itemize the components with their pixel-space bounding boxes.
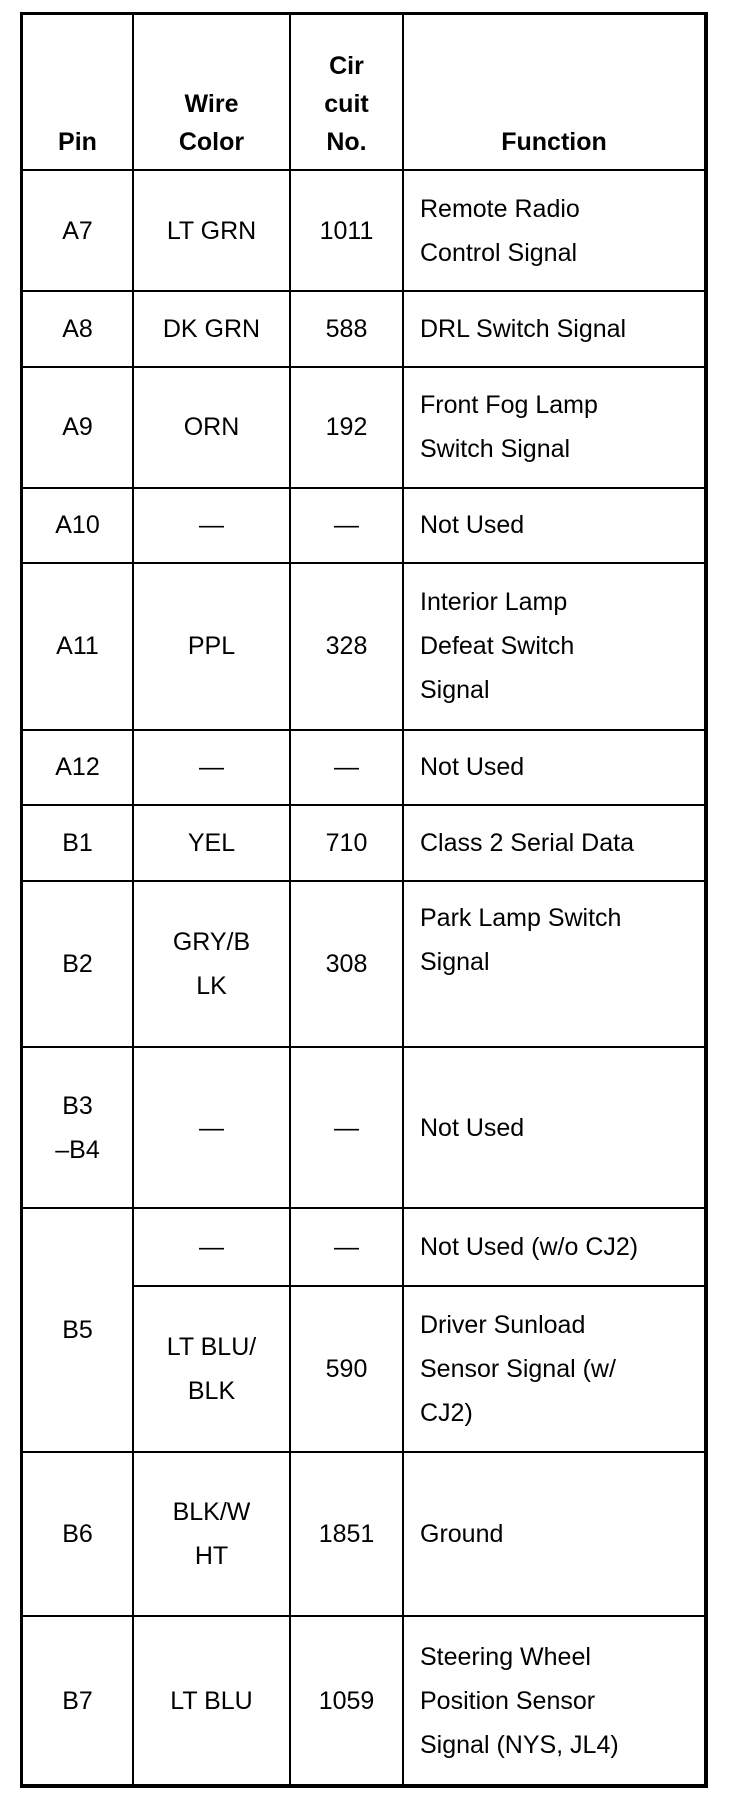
- wire-color-cell: GRY/B LK: [133, 881, 290, 1047]
- connector-table-frame: [20, 12, 708, 1788]
- function-cell: Remote Radio Control Signal: [403, 170, 704, 291]
- wire-color-cell: PPL: [133, 563, 290, 729]
- table-row: [23, 367, 704, 488]
- pin-cell: A12: [23, 730, 133, 806]
- pin-cell: A7: [23, 170, 133, 291]
- header-function: Function: [403, 15, 704, 170]
- circuit-cell: 590: [290, 1286, 403, 1452]
- function-cell: DRL Switch Signal: [403, 291, 704, 367]
- circuit-cell: 1011: [290, 170, 403, 291]
- header-circuit-no: Cir cuit No.: [290, 15, 403, 170]
- table-row: [23, 730, 704, 806]
- pin-cell: B7: [23, 1616, 133, 1784]
- circuit-cell: —: [290, 1208, 403, 1286]
- wire-color-cell: —: [133, 730, 290, 806]
- circuit-cell: 1851: [290, 1452, 403, 1616]
- function-cell: Not Used: [403, 730, 704, 806]
- circuit-cell: 192: [290, 367, 403, 488]
- function-cell: Interior Lamp Defeat Switch Signal: [403, 563, 704, 729]
- pin-cell: B2: [23, 881, 133, 1047]
- wire-color-cell: —: [133, 1047, 290, 1208]
- wire-color-cell: YEL: [133, 805, 290, 881]
- function-cell: Class 2 Serial Data: [403, 805, 704, 881]
- pin-cell: B5: [23, 1208, 133, 1452]
- wire-color-cell: LT BLU/ BLK: [133, 1286, 290, 1452]
- table-row: [23, 563, 704, 729]
- function-cell: Park Lamp Switch Signal: [403, 881, 704, 1047]
- table-row: [23, 170, 704, 291]
- pin-cell: A9: [23, 367, 133, 488]
- wire-color-cell: DK GRN: [133, 291, 290, 367]
- function-cell: Ground: [403, 1452, 704, 1616]
- function-cell: Not Used: [403, 1047, 704, 1208]
- table-row: [23, 1616, 704, 1784]
- table-row: [23, 1208, 704, 1286]
- pin-cell: A10: [23, 488, 133, 564]
- header-pin: Pin: [23, 15, 133, 170]
- function-cell: Steering Wheel Position Sensor Signal (NYS, JL4): [403, 1616, 704, 1784]
- function-cell: Driver Sunload Sensor Signal (w/ CJ2): [403, 1286, 704, 1452]
- circuit-cell: —: [290, 730, 403, 806]
- function-cell: Not Used: [403, 488, 704, 564]
- table-row: [23, 291, 704, 367]
- wire-color-cell: ORN: [133, 367, 290, 488]
- circuit-cell: —: [290, 1047, 403, 1208]
- circuit-cell: 328: [290, 563, 403, 729]
- table-row: [23, 488, 704, 564]
- function-cell: Front Fog Lamp Switch Signal: [403, 367, 704, 488]
- wire-color-cell: LT BLU: [133, 1616, 290, 1784]
- pin-cell: A8: [23, 291, 133, 367]
- table-row: [23, 805, 704, 881]
- circuit-cell: 308: [290, 881, 403, 1047]
- pin-cell: B1: [23, 805, 133, 881]
- wire-color-cell: LT GRN: [133, 170, 290, 291]
- wire-color-cell: —: [133, 1208, 290, 1286]
- pin-cell: B3 –B4: [23, 1047, 133, 1208]
- circuit-cell: —: [290, 488, 403, 564]
- header-wire-color: Wire Color: [133, 15, 290, 170]
- connector-pinout-table: [23, 15, 704, 1784]
- wire-color-cell: BLK/W HT: [133, 1452, 290, 1616]
- header-row: [23, 15, 704, 170]
- table-row: [23, 1047, 704, 1208]
- table-row: [23, 881, 704, 1047]
- function-cell: Not Used (w/o CJ2): [403, 1208, 704, 1286]
- circuit-cell: 710: [290, 805, 403, 881]
- pin-cell: A11: [23, 563, 133, 729]
- pin-cell: B6: [23, 1452, 133, 1616]
- wire-color-cell: —: [133, 488, 290, 564]
- table-row: [23, 1452, 704, 1616]
- circuit-cell: 588: [290, 291, 403, 367]
- circuit-cell: 1059: [290, 1616, 403, 1784]
